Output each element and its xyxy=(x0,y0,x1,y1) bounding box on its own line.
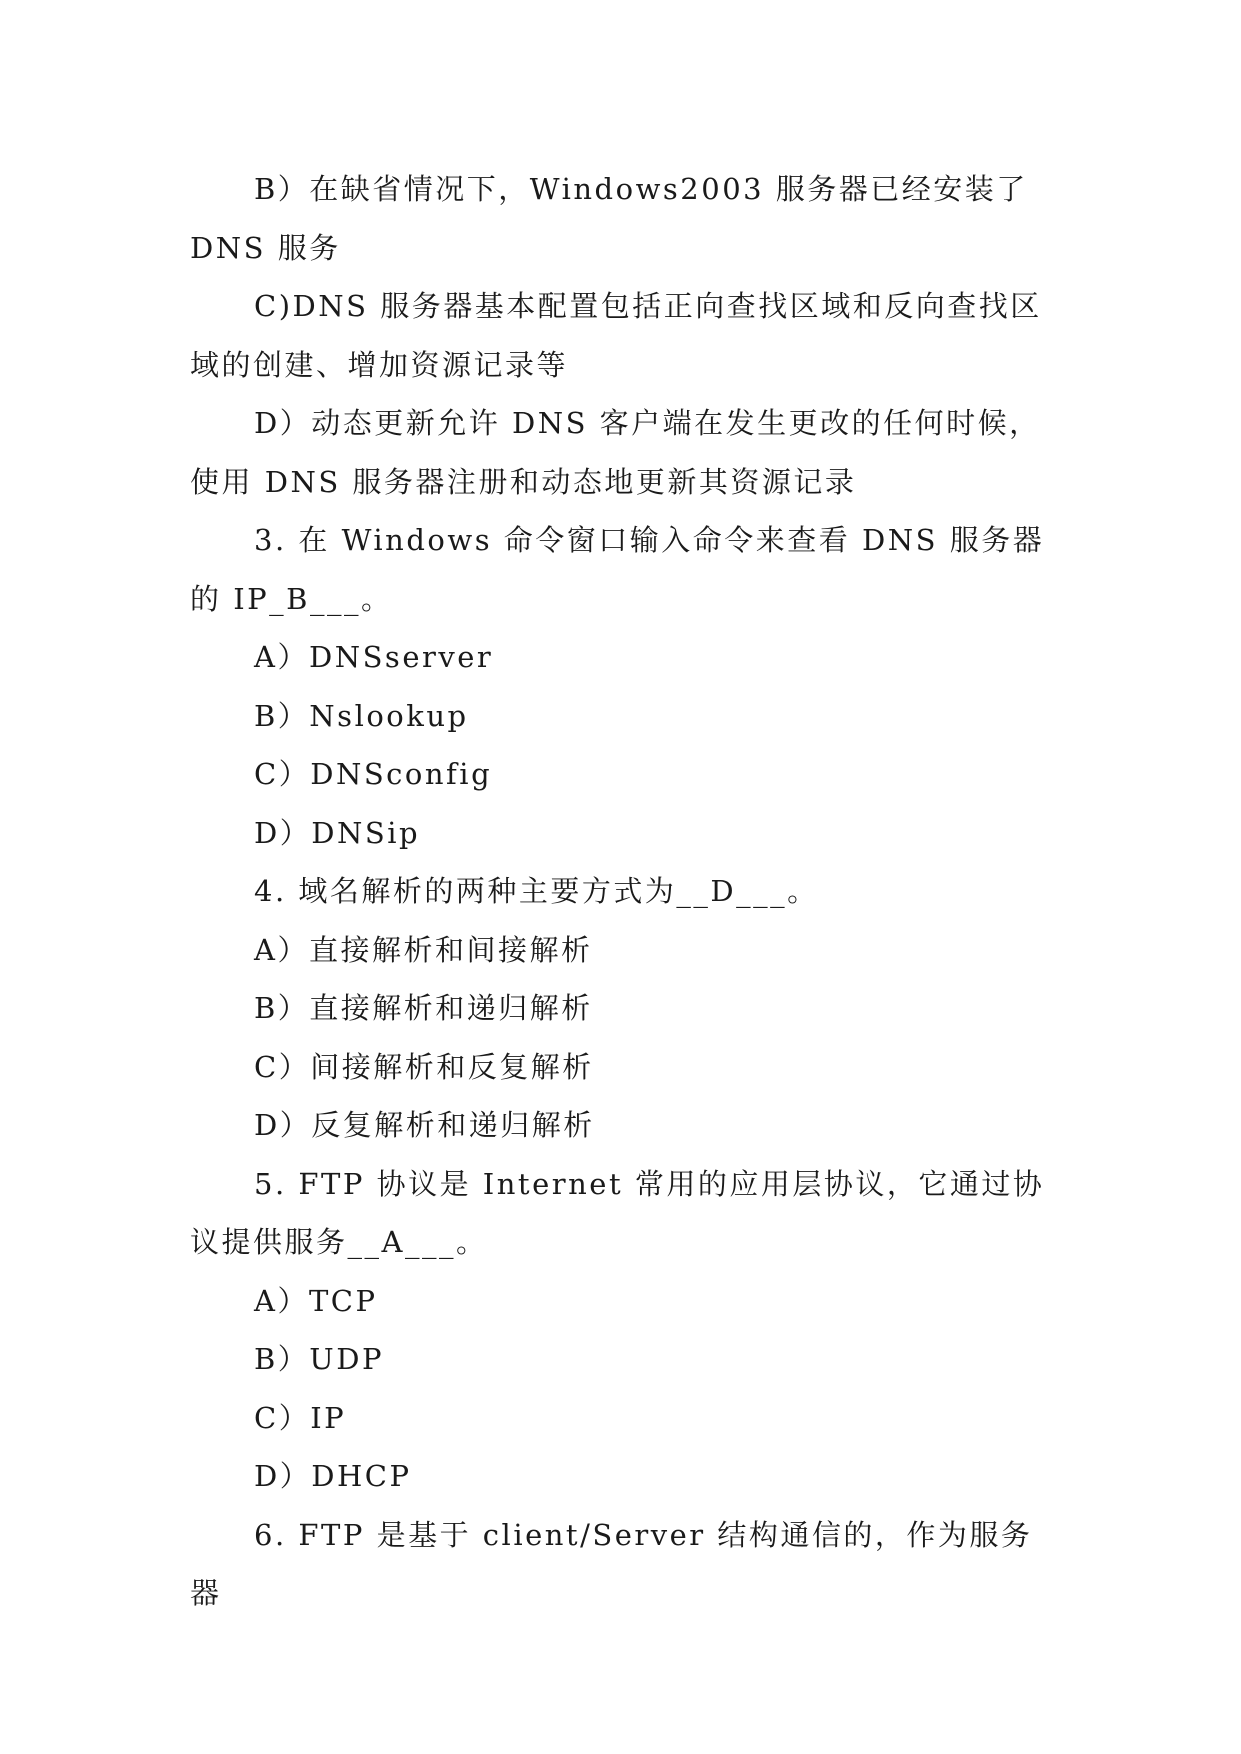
question-3: 3. 在 Windows 命令窗口输入命令来查看 DNS 服务器的 IP_B___。 xyxy=(190,523,1045,616)
question-4-option-a: A）直接解析和间接解析 xyxy=(254,932,593,967)
document-body xyxy=(190,160,1060,1623)
question-5-option-c: C）IP xyxy=(254,1400,347,1435)
question-5-option-b: B）UDP xyxy=(254,1342,385,1376)
question-3-option-c: C）DNSconfig xyxy=(254,757,493,791)
question-4-option-d: D）反复解析和递归解析 xyxy=(254,1108,595,1142)
question-3-option-b: B）Nslookup xyxy=(254,698,469,733)
question-3-option-a: A）DNSserver xyxy=(254,640,494,674)
question-4-option-b: B）直接解析和递归解析 xyxy=(254,991,593,1025)
option-c-dns-config: C)DNS 服务器基本配置包括正向查找区域和反向查找区域的创建、增加资源记录等 xyxy=(190,289,1042,382)
question-4: 4. 域名解析的两种主要方式为__D___。 xyxy=(254,874,819,908)
question-4-option-c: C）间接解析和反复解析 xyxy=(254,1049,594,1084)
question-3-option-d: D）DNSip xyxy=(254,815,421,850)
question-5-option-a: A）TCP xyxy=(254,1283,378,1318)
option-b-default-dns: B）在缺省情况下，Windows2003 服务器已经安装了 DNS 服务 xyxy=(190,172,1028,265)
question-6: 6. FTP 是基于 client/Server 结构通信的，作为服务器 xyxy=(190,1517,1033,1610)
question-5-option-d: D）DHCP xyxy=(254,1459,412,1493)
question-5: 5. FTP 协议是 Internet 常用的应用层协议，它通过协议提供服务__A___。 xyxy=(190,1166,1045,1259)
option-d-dynamic-update: D）动态更新允许 DNS 客户端在发生更改的任何时候，使用 DNS 服务器注册和动态地更新其资源记录 xyxy=(190,406,1041,499)
